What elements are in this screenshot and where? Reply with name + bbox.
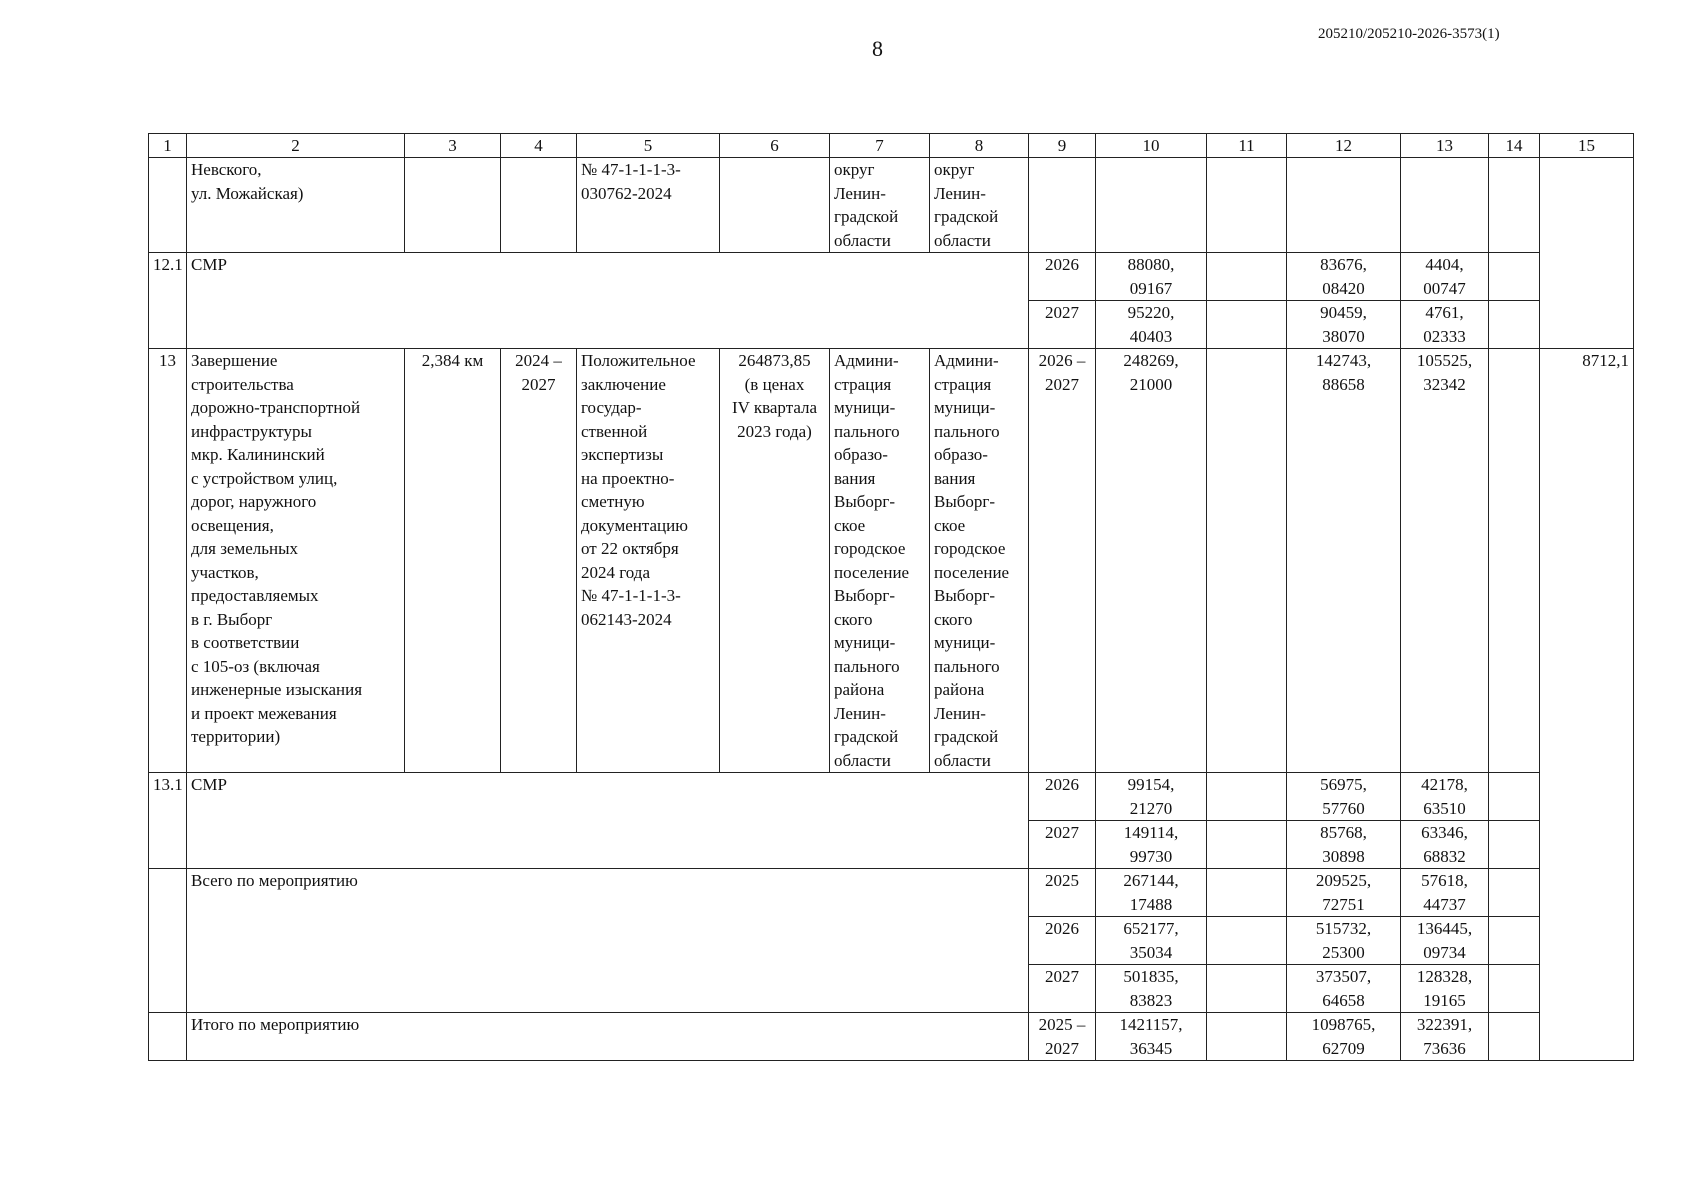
local-budget-value: 42178, 63510 [1401, 773, 1489, 821]
local-budget-value: 63346, 68832 [1401, 821, 1489, 869]
total-value: 99154, 21270 [1096, 773, 1207, 821]
total-value: 88080, 09167 [1096, 253, 1207, 301]
table-row-grand-total [149, 1013, 1634, 1061]
customer: округ Ленин- градской области [830, 158, 930, 253]
column-header: 14 [1489, 134, 1540, 158]
column-header: 1 [149, 134, 187, 158]
local-budget-value: 128328, 19165 [1401, 965, 1489, 1013]
page-number: 8 [872, 36, 883, 61]
year: 2027 [1029, 301, 1096, 349]
year: 2026 [1029, 917, 1096, 965]
year: 2026 – 2027 [1029, 349, 1096, 773]
year: 2027 [1029, 821, 1096, 869]
column-header: 10 [1096, 134, 1207, 158]
column-header: 11 [1207, 134, 1287, 158]
activity-name: СМР [187, 773, 1029, 869]
table-row-13 [149, 349, 1634, 773]
regional-budget-value: 85768, 30898 [1287, 821, 1401, 869]
total-value: 652177, 35034 [1096, 917, 1207, 965]
regional-budget-value: 1098765, 62709 [1287, 1013, 1401, 1061]
regional-budget-value: 142743, 88658 [1287, 349, 1401, 773]
regional-budget-value: 83676, 08420 [1287, 253, 1401, 301]
customer: Админи- страция муници- пального образо- вания Выборг- ское городское поселение Выборг- ского муници- пального района Ленин- градской области [830, 349, 930, 773]
total-label: Всего по мероприятию [187, 869, 1029, 1013]
year: 2026 [1029, 773, 1096, 821]
row-number: 12.1 [149, 253, 187, 349]
total-value: 149114, 99730 [1096, 821, 1207, 869]
activities-table [148, 133, 1634, 1061]
column-15-value: 8712,1 [1540, 349, 1634, 1061]
row-number: 13 [149, 349, 187, 773]
row-number: 13.1 [149, 773, 187, 869]
total-value: 267144, 17488 [1096, 869, 1207, 917]
local-budget-value: 57618, 44737 [1401, 869, 1489, 917]
local-budget-value: 136445, 09734 [1401, 917, 1489, 965]
activity-name: Завершение строительства дорожно-транспортной инфраструктуры мкр. Калининский с устройством улиц, дорог, наружного освещения, для земельных участков, предоставляемых в г. Выборг в соответствии с 105-оз (включая инженерные изыскания и проект межевания территории) [187, 349, 405, 773]
capacity: 2,384 км [405, 349, 501, 773]
table-row-12-1 [149, 253, 1634, 301]
local-budget-value: 105525, 32342 [1401, 349, 1489, 773]
year: 2025 [1029, 869, 1096, 917]
column-header: 5 [577, 134, 720, 158]
column-header: 8 [930, 134, 1029, 158]
column-header: 2 [187, 134, 405, 158]
estimated-cost: 264873,85 (в ценах IV квартала 2023 года) [720, 349, 830, 773]
total-value: 1421157, 36345 [1096, 1013, 1207, 1061]
developer: Админи- страция муници- пального образо- вания Выборг- ское городское поселение Выборг- ского муници- пального района Ленин- градской области [930, 349, 1029, 773]
column-header: 3 [405, 134, 501, 158]
local-budget-value: 4761, 02333 [1401, 301, 1489, 349]
expertise-conclusion: Положительное заключение государ- ственной экспертизы на проектно- сметную документацию от 22 октября 2024 года № 47-1-1-1-3- 062143-2024 [577, 349, 720, 773]
total-value: 248269, 21000 [1096, 349, 1207, 773]
regional-budget-value: 56975, 57760 [1287, 773, 1401, 821]
column-header: 12 [1287, 134, 1401, 158]
regional-budget-value: 373507, 64658 [1287, 965, 1401, 1013]
column-header: 6 [720, 134, 830, 158]
table-row-12-continued [149, 158, 1634, 253]
column-header: 13 [1401, 134, 1489, 158]
column-header: 9 [1029, 134, 1096, 158]
total-value: 501835, 83823 [1096, 965, 1207, 1013]
grand-total-label: Итого по мероприятию [187, 1013, 1029, 1061]
table-row-total [149, 869, 1634, 917]
column-header: 7 [830, 134, 930, 158]
construction-period: 2024 – 2027 [501, 349, 577, 773]
column-number-row [149, 134, 1634, 158]
local-budget-value: 4404, 00747 [1401, 253, 1489, 301]
developer: округ Ленин- градской области [930, 158, 1029, 253]
activity-name: Невского, ул. Можайская) [187, 158, 405, 253]
year: 2027 [1029, 965, 1096, 1013]
regional-budget-value: 515732, 25300 [1287, 917, 1401, 965]
regional-budget-value: 209525, 72751 [1287, 869, 1401, 917]
year: 2026 [1029, 253, 1096, 301]
column-header: 4 [501, 134, 577, 158]
activity-name: СМР [187, 253, 1029, 349]
regional-budget-value: 90459, 38070 [1287, 301, 1401, 349]
total-value: 95220, 40403 [1096, 301, 1207, 349]
column-header: 15 [1540, 134, 1634, 158]
local-budget-value: 322391, 73636 [1401, 1013, 1489, 1061]
year: 2025 – 2027 [1029, 1013, 1096, 1061]
expertise-conclusion: № 47-1-1-1-3- 030762-2024 [577, 158, 720, 253]
table-row-13-1 [149, 773, 1634, 821]
document-code: 205210/205210-2026-3573(1) [1318, 26, 1500, 42]
